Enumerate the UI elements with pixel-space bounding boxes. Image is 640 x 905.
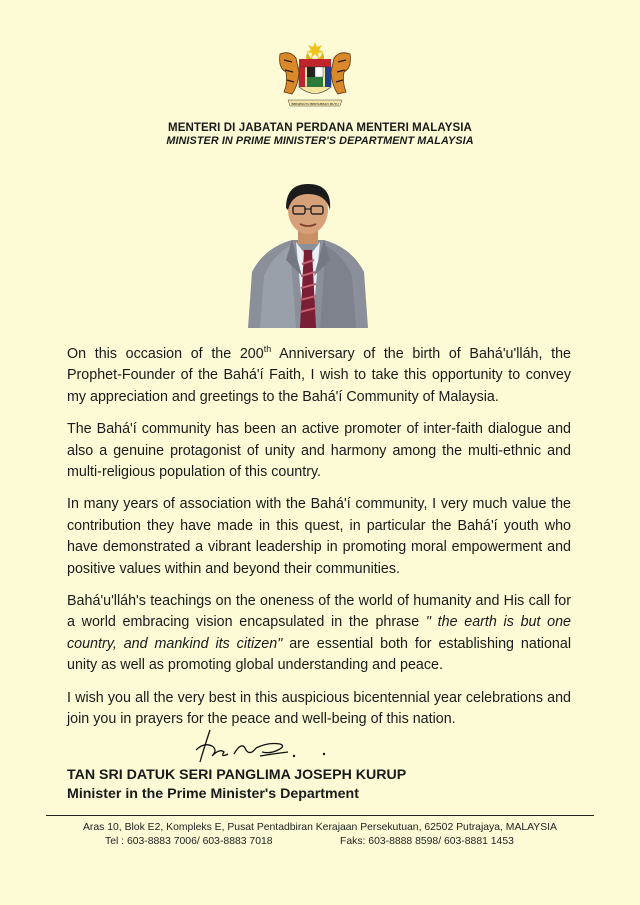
letter-paragraph-4: Bahá'u'lláh's teachings on the oneness of the world of humanity and His call for a world embracing vision encapsulated in the phrase " the earth is but one country, and mankind its citizen" are essential both for establishing national unity as well as promoting global understanding and peace. bbox=[67, 593, 572, 674]
signer-block bbox=[67, 766, 406, 804]
signature-icon bbox=[190, 728, 340, 766]
ministry-title-malay: MENTERI DI JABATAN PERDANA MENTERI MALAYSIA bbox=[168, 122, 472, 134]
signer-name: TAN SRI DATUK SERI PANGLIMA JOSEPH KURUP bbox=[67, 767, 407, 783]
footer-divider bbox=[46, 815, 594, 816]
coat-of-arms-icon bbox=[272, 42, 358, 114]
footer-telephone: Tel : 603-8883 7006/ 603-8883 7018 bbox=[105, 836, 273, 847]
letter-paragraph-3: In many years of association with the Bahá'í community, I very much value the contribution they have made in this quest, in particular the Bahá'í youth who have demonstrated a vibrant leadership in promoting moral empowerment and positive values within and beyond their communities. bbox=[67, 496, 571, 577]
letter-body bbox=[67, 344, 571, 742]
footer-fax: Faks: 603-8888 8598/ 603-8881 1453 bbox=[340, 836, 514, 847]
letter-paragraph-1: On this occasion of the 200th Anniversary of the birth of Bahá'u'lláh, the Prophet-Founder of the Bahá'í Faith, I wish to take this opportunity to convey my appreciation and greetings to the Bahá'í Community of Malaysia. bbox=[67, 344, 572, 405]
letter-paragraph-2: The Bahá'í community has been an active promoter of inter-faith dialogue and also a genuine protagonist of unity and harmony among the multi-ethnic and multi-religious population of this country. bbox=[67, 421, 571, 481]
minister-portrait-image bbox=[246, 180, 370, 328]
signer-title: Minister in the Prime Minister's Department bbox=[67, 786, 359, 802]
ministry-title-english: MINISTER IN PRIME MINISTER'S DEPARTMENT MALAYSIA bbox=[166, 135, 474, 147]
crest-motto: BERSEKUTU BERTAMBAH MUTU bbox=[291, 101, 339, 106]
footer-address: Aras 10, Blok E2, Kompleks E, Pusat Pentadbiran Kerajaan Persekutuan, 62502 Putrajaya, MALAYSIA bbox=[82, 822, 557, 833]
letter-paragraph-5: I wish you all the very best in this auspicious bicentennial year celebrations and join you in prayers for the peace and well-being of this nation. bbox=[67, 689, 571, 728]
